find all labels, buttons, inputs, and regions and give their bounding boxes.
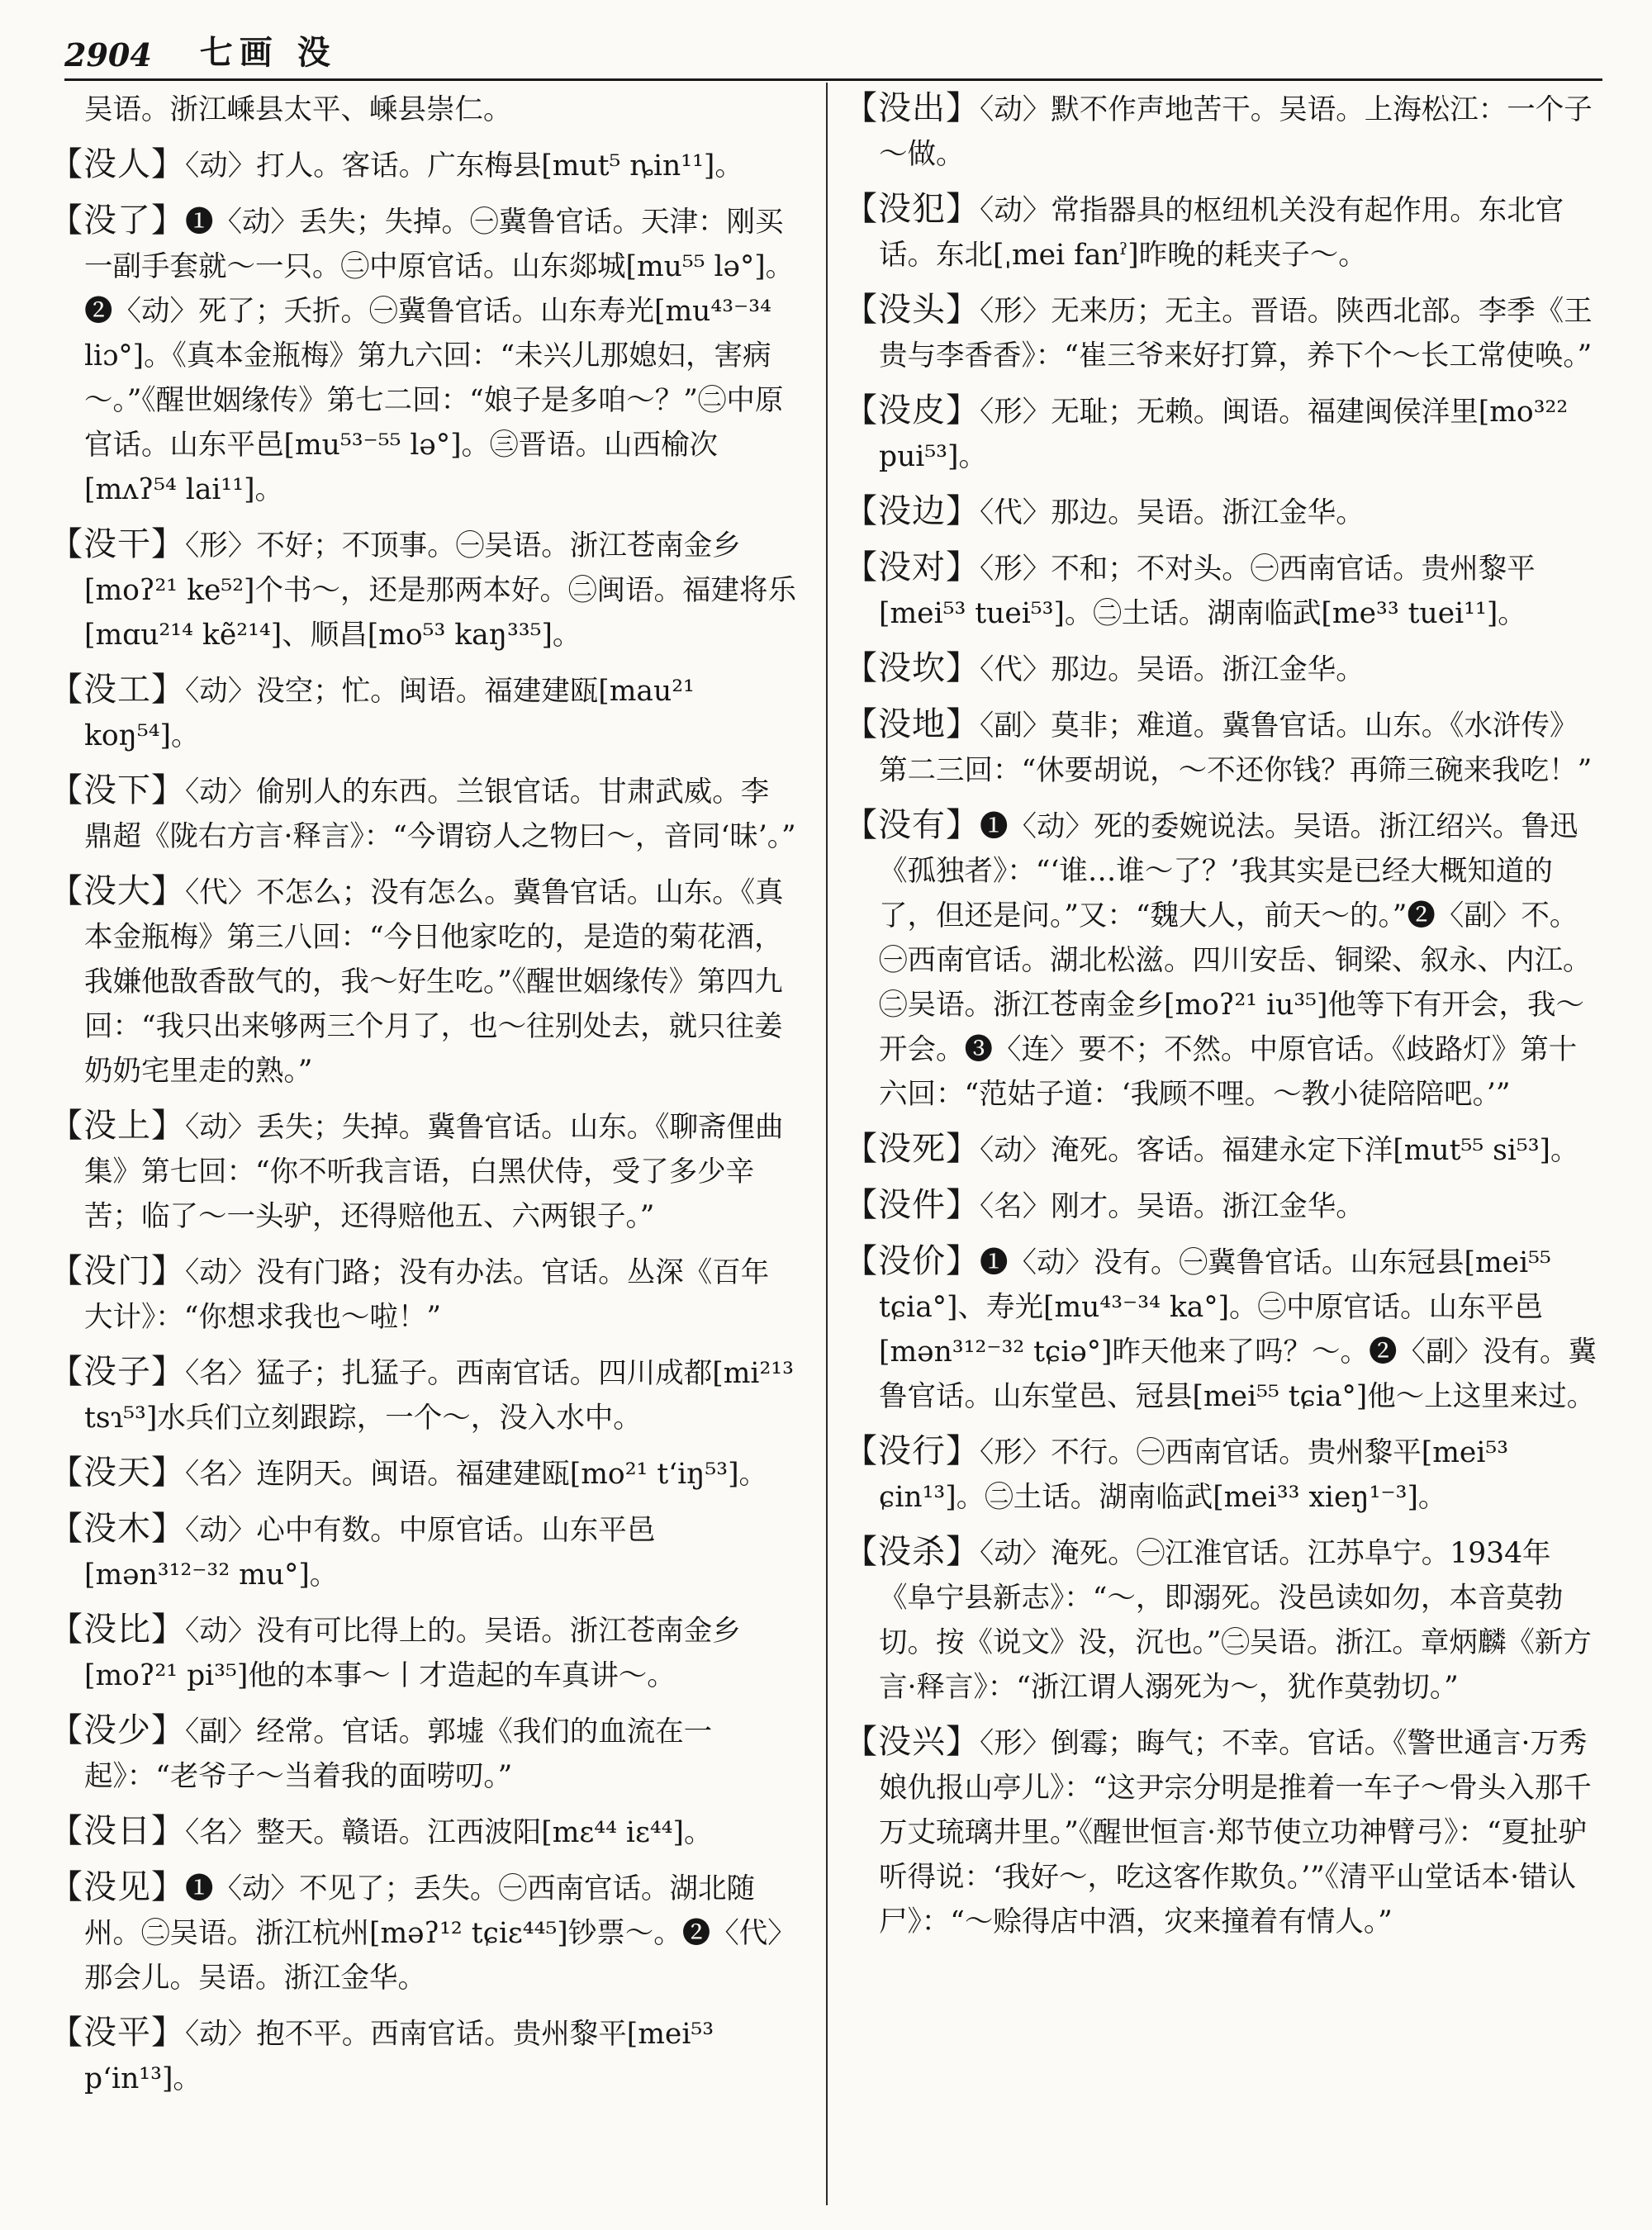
left-column xyxy=(50,86,797,2217)
dictionary-entry xyxy=(50,768,797,859)
entry-headword: 【没价】 xyxy=(844,1242,980,1280)
entry-definition: 〈形〉倒霉；晦气；不幸。官话。《警世通言·万秀娘仇报山亭儿》：“这尹宗分明是推着一车子～骨头入那千万丈琉璃井里。”《醒世恒言·郑节使立功神臂弓》：“夏扯驴听得说：‘我好～，吃这客作欺负。’”《清平山堂话本·错认尸》：“～赊得店中酒，灾来撞着有情人。” xyxy=(879,1727,1592,1938)
dictionary-entry xyxy=(50,142,797,188)
dictionary-entry xyxy=(50,1249,797,1340)
dictionary-entry xyxy=(844,1530,1602,1710)
entry-definition: 〈名〉刚才。吴语。浙江金华。 xyxy=(980,1190,1365,1223)
entry-headword: 【没件】 xyxy=(844,1186,980,1224)
dictionary-entry xyxy=(844,187,1602,278)
dictionary-entry xyxy=(844,287,1602,378)
dictionary-entry xyxy=(50,1865,797,2000)
dictionary-entry xyxy=(50,667,797,758)
entry-definition: 〈形〉无来历；无主。晋语。陕西北部。李季《王贵与李香香》：“崔三爷来好打算，养下个～长工常使唤。” xyxy=(879,295,1593,372)
entry-definition: 〈副〉莫非；难道。冀鲁官话。山东。《水浒传》第二三回：“休要胡说，～不还你钱？再筛三碗来我吃！” xyxy=(879,709,1593,787)
entry-headword: 【没上】 xyxy=(50,1107,185,1145)
entry-headword: 【没行】 xyxy=(844,1432,980,1470)
entry-definition: 〈动〉打人。客话。广东梅县[mut⁵ ȵin¹¹]。 xyxy=(185,149,743,183)
entry-definition: 〈形〉不和；不对头。㊀西南官话。贵州黎平[mei⁵³ tuei⁵³]。㊁土话。湖南临武[me³³ tuei¹¹]。 xyxy=(879,553,1536,630)
entry-headword: 【没工】 xyxy=(50,671,185,709)
entry-headword: 【没兴】 xyxy=(844,1723,980,1761)
entry-definition: 〈动〉淹死。客话。福建永定下洋[mut⁵⁵ si⁵³]。 xyxy=(980,1134,1579,1167)
page-number: 2904 xyxy=(64,36,152,74)
entry-headword: 【没对】 xyxy=(844,548,980,586)
dictionary-entry xyxy=(50,86,797,132)
entry-definition: 〈形〉无耻；无赖。闽语。福建闽侯洋里[mo³²² pui⁵³]。 xyxy=(879,396,1569,473)
entry-headword: 【没下】 xyxy=(50,771,185,809)
dictionary-entry xyxy=(50,869,797,1094)
entry-headword: 【没见】 xyxy=(50,1868,185,1906)
entry-definition: 〈动〉心中有数。中原官话。山东平邑[mən³¹²⁻³² mu°]。 xyxy=(84,1514,656,1592)
entry-definition: ❶〈动〉不见了；丢失。㊀西南官话。湖北随州。㊁吴语。浙江杭州[məʔ¹² tɕiɛ⁴⁴⁵]钞票～。❷〈代〉那会儿。吴语。浙江金华。 xyxy=(84,1872,796,1995)
dictionary-entry xyxy=(844,1429,1602,1520)
dictionary-entry xyxy=(50,1809,797,1855)
entry-headword: 【没木】 xyxy=(50,1510,185,1548)
page-title: 七画 没 xyxy=(199,33,337,72)
entry-definition: 〈动〉抱不平。西南官话。贵州黎平[mei⁵³ pʻin¹³]。 xyxy=(84,2018,714,2095)
entry-headword: 【没地】 xyxy=(844,705,980,743)
entry-definition: 〈名〉猛子；扎猛子。西南官话。四川成都[mi²¹³ tsɿ⁵³]水兵们立刻跟踪，一个～，没入水中。 xyxy=(84,1357,794,1435)
entry-headword: 【没门】 xyxy=(50,1252,185,1290)
dictionary-entry xyxy=(844,1239,1602,1419)
entry-definition: 〈副〉经常。官话。郭墟《我们的血流在一起》：“老爷子～当着我的面唠叨。” xyxy=(84,1715,713,1793)
page-header xyxy=(64,15,1602,81)
entry-headword: 【没皮】 xyxy=(844,391,980,429)
entry-definition: 〈名〉整天。赣语。江西波阳[mɛ⁴⁴ iɛ⁴⁴]。 xyxy=(185,1816,713,1849)
dictionary-entry xyxy=(844,1720,1602,1944)
entry-headword: 【没了】 xyxy=(50,202,185,240)
entry-headword: 【没有】 xyxy=(844,806,980,844)
entry-definition: 〈动〉偷别人的东西。兰银官话。甘肃武威。李鼎超《陇右方言·释言》：“今谓窃人之物曰～，音同‘昧’。” xyxy=(84,776,796,853)
entry-headword: 【没子】 xyxy=(50,1353,185,1391)
entry-definition: 吴语。浙江嵊县太平、嵊县崇仁。 xyxy=(84,93,512,126)
entry-definition: 〈动〉没空；忙。闽语。福建建瓯[mau²¹ koŋ⁵⁴]。 xyxy=(84,675,695,752)
dictionary-entry xyxy=(50,1450,797,1497)
entry-headword: 【没平】 xyxy=(50,2014,185,2052)
entry-definition: 〈动〉默不作声地苦干。吴语。上海松江：一个子～做。 xyxy=(879,93,1593,171)
entry-definition: 〈动〉淹死。㊀江淮官话。江苏阜宁。1934年《阜宁县新志》：“～，即溺死。没邑读如勿，本音莫勃切。按《说文》没，沉也。”㊁吴语。浙江。章炳麟《新方言·释言》：“浙江谓人溺死为～，犹作莫勃切。” xyxy=(879,1537,1592,1704)
entry-headword: 【没比】 xyxy=(50,1611,185,1649)
dictionary-entry xyxy=(844,545,1602,636)
entry-definition: 〈名〉连阴天。闽语。福建建瓯[mo²¹ tʻiŋ⁵³]。 xyxy=(185,1458,768,1491)
entry-definition: 〈动〉没有门路；没有办法。官话。丛深《百年大计》：“你想求我也～啦！” xyxy=(84,1256,770,1334)
entry-headword: 【没杀】 xyxy=(844,1533,980,1571)
entry-headword: 【没少】 xyxy=(50,1711,185,1749)
dictionary-entry xyxy=(50,1350,797,1440)
dictionary-entry xyxy=(844,1127,1602,1173)
entry-headword: 【没日】 xyxy=(50,1812,185,1850)
dictionary-entry xyxy=(844,1183,1602,1229)
entry-definition: 〈代〉不怎么；没有怎么。冀鲁官话。山东。《真本金瓶梅》第三八回：“今日他家吃的，是造的菊花酒，我嫌他敔香敔气的，我～好生吃。”《醒世姻缘传》第四九回：“我只出来够两三个月了，也～往别处去，就只往姜奶奶宅里走的熟。” xyxy=(84,876,784,1088)
entry-headword: 【没人】 xyxy=(50,145,185,183)
entry-headword: 【没死】 xyxy=(844,1130,980,1168)
entry-headword: 【没头】 xyxy=(844,291,980,329)
dictionary-entry xyxy=(50,1103,797,1239)
dictionary-entry xyxy=(844,86,1602,177)
dictionary-entry xyxy=(844,646,1602,692)
dictionary-entry xyxy=(50,1708,797,1799)
entry-definition: ❶〈动〉丢失；失掉。㊀冀鲁官话。天津：刚买一副手套就～一只。㊁中原官话。山东郯城[mu⁵⁵ lə°]。❷〈动〉死了；夭折。㊀冀鲁官话。山东寿光[mu⁴³⁻³⁴ liɔ°]。《真本金瓶梅》第九六回：“未兴儿那媳妇，害病～。”《醒世姻缘传》第七二回：“娘子是多咱～？”㊁中原官话。山东平邑[mu⁵³⁻⁵⁵ lə°]。㊂晋语。山西榆次[mʌʔ⁵⁴ lai¹¹]。 xyxy=(84,206,795,506)
dictionary-entry xyxy=(50,1607,797,1698)
entry-definition: 〈动〉常指器具的枢纽机关没有起作用。东北官话。东北[ˌmei fanˀ]昨晚的耗夹子～。 xyxy=(879,194,1564,272)
column-divider xyxy=(826,83,828,2205)
entry-definition: 〈形〉不行。㊀西南官话。贵州黎平[mei⁵³ ɕin¹³]。㊁土话。湖南临武[mei³³ xieŋ¹⁻³]。 xyxy=(879,1436,1509,1514)
dictionary-entry xyxy=(50,1506,797,1597)
dictionary-entry xyxy=(844,702,1602,793)
right-column xyxy=(844,86,1602,2217)
entry-headword: 【没大】 xyxy=(50,872,185,910)
entry-headword: 【没坎】 xyxy=(844,649,980,687)
dictionary-entry xyxy=(50,2010,797,2101)
dictionary-entry xyxy=(50,522,797,657)
dictionary-entry xyxy=(844,489,1602,535)
entry-definition: 〈动〉没有可比得上的。吴语。浙江苍南金乡[moʔ²¹ pi³⁵]他的本事～丨才造起的车真讲～。 xyxy=(84,1615,741,1692)
entry-headword: 【没出】 xyxy=(844,89,980,127)
entry-definition: ❶〈动〉死的委婉说法。吴语。浙江绍兴。鲁迅《孤独者》：“‘谁…谁～了？’我其实是已经大概知道的了，但还是问。”又：“魏大人，前天～的。”❷〈副〉不。㊀西南官话。湖北松滋。四川安岳、铜梁、叙永、内江。㊁吴语。浙江苍南金乡[moʔ²¹ iu³⁵]他等下有开会，我～开会。❸〈连〉要不；不然。中原官话。《歧路灯》第十六回：“范姑子道：‘我顾不哩。～教小徒陪陪吧。’” xyxy=(879,810,1592,1111)
entry-definition: 〈代〉那边。吴语。浙江金华。 xyxy=(980,496,1365,529)
dictionary-entry xyxy=(50,198,797,512)
entry-definition: 〈形〉不好；不顶事。㊀吴语。浙江苍南金乡[moʔ²¹ ke⁵²]个书～，还是那两本好。㊁闽语。福建将乐[mɑu²¹⁴ kẽ²¹⁴]、顺昌[mo⁵³ kaŋ³³⁵]。 xyxy=(84,529,797,652)
entry-headword: 【没天】 xyxy=(50,1454,185,1492)
entry-definition: 〈代〉那边。吴语。浙江金华。 xyxy=(980,653,1365,686)
entry-definition: ❶〈动〉没有。㊀冀鲁官话。山东冠县[mei⁵⁵ tɕia°]、寿光[mu⁴³⁻³⁴ ka°]。㊁中原官话。山东平邑[mən³¹²⁻³² tɕiə°]昨天他来了吗？～。❷〈副〉没有。冀鲁官话。山东堂邑、冠县[mei⁵⁵ tɕia°]他～上这里来过。 xyxy=(879,1246,1597,1413)
entry-headword: 【没边】 xyxy=(844,492,980,530)
entry-headword: 【没犯】 xyxy=(844,190,980,228)
entry-headword: 【没干】 xyxy=(50,525,185,563)
dictionary-entry xyxy=(844,803,1602,1117)
dictionary-entry xyxy=(844,388,1602,479)
entry-definition: 〈动〉丢失；失掉。冀鲁官话。山东。《聊斋俚曲集》第七回：“你不听我言语，白黑伏侍，受了多少辛苦；临了～一头驴，还得赔他五、六两银子。” xyxy=(84,1111,784,1233)
